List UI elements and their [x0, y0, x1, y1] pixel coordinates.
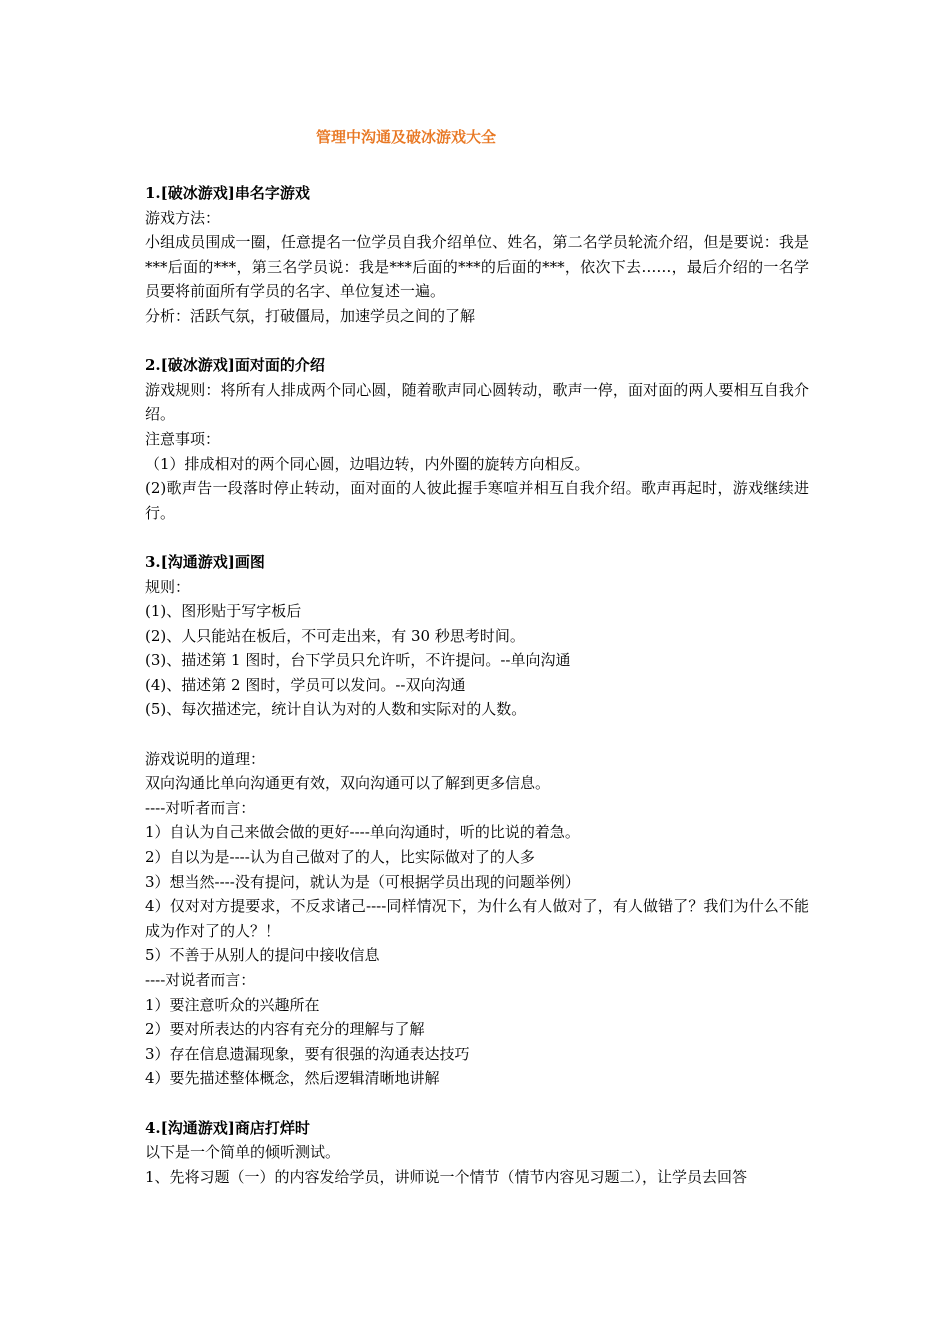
paragraph: ----对说者而言： — [145, 971, 256, 989]
paragraph: 4）仅对对方提要求，不反求诸己----同样情况下，为什么有人做对了，有人做错了？我们为什么不能成为作对了的人？！ — [145, 897, 809, 940]
paragraph: ----对听者而言： — [145, 798, 256, 817]
paragraph: 1、先将习题（一）的内容发给学员，讲师说一个情节（情节内容见习题二），让学员去回答 — [145, 1167, 748, 1186]
paragraph: 游戏方法： — [145, 208, 221, 227]
paragraph: （1）排成相对的两个同心圆，边唱边转，内外圈的旋转方向相反。 — [145, 454, 590, 473]
paragraph: 小组成员围成一圈，任意提名一位学员自我介绍单位、姓名，第二名学员轮流介绍，但是要说：我是***后面的***，第三名学员说：我是***后面的***的后面的***，依次下去……，最后介绍的一名学员要将前面所有学员的名字、单位复述一遍。 — [145, 233, 809, 301]
paragraph: 1）自认为自己来做会做的更好----单向沟通时，听的比说的着急。 — [145, 823, 580, 842]
blank-line — [145, 722, 809, 747]
blank-line — [145, 525, 809, 550]
paragraph: (5)、每次描述完，统计自认为对的人数和实际对的人数。 — [145, 700, 527, 719]
blank-line — [145, 1091, 809, 1116]
paragraph: 3）存在信息遗漏现象，要有很强的沟通表达技巧 — [145, 1044, 470, 1063]
section-heading: 2.[破冰游戏]面对面的介绍 — [145, 356, 325, 375]
paragraph: (1)、图形贴于写字板后 — [145, 602, 302, 621]
paragraph: (2)歌声告一段落时停止转动，面对面的人彼此握手寒喧并相互自我介绍。歌声再起时，游戏继续进行。 — [145, 479, 809, 522]
section-heading: 3.[沟通游戏]画图 — [145, 552, 265, 571]
section-heading: 1.[破冰游戏]串名字游戏 — [145, 184, 310, 202]
paragraph: 游戏规则：将所有人排成两个同心圆，随着歌声同心圆转动，歌声一停，面对面的两人要相互自我介绍。 — [145, 380, 809, 424]
paragraph: 3）想当然----没有提问，就认为是（可根据学员出现的问题举例） — [145, 872, 580, 891]
paragraph: 双向沟通比单向沟通更有效，双向沟通可以了解到更多信息。 — [145, 774, 551, 793]
paragraph: 4）要先描述整体概念，然后逻辑清晰地讲解 — [145, 1069, 440, 1088]
document-body — [145, 181, 809, 1189]
document-title: 管理中沟通及破冰游戏大全 — [315, 128, 496, 146]
paragraph: 规则： — [145, 577, 191, 596]
paragraph: 注意事项： — [145, 429, 221, 448]
paragraph: 游戏说明的道理： — [145, 749, 266, 768]
paragraph: 2）要对所表达的内容有充分的理解与了解 — [145, 1020, 425, 1039]
blank-line — [145, 329, 809, 354]
paragraph: 5）不善于从别人的提问中接收信息 — [145, 946, 380, 965]
section-heading: 4.[沟通游戏]商店打烊时 — [145, 1118, 310, 1137]
paragraph: (2)、人只能站在板后，不可走出来，有 30 秒思考时间。 — [145, 626, 525, 645]
paragraph: 以下是一个简单的倾听测试。 — [145, 1143, 341, 1162]
paragraph: 1）要注意听众的兴趣所在 — [145, 995, 320, 1014]
paragraph: (4)、描述第 2 图时，学员可以发问。--双向沟通 — [145, 675, 466, 694]
paragraph: 分析：活跃气氛，打破僵局，加速学员之间的了解 — [145, 306, 476, 325]
paragraph: 2）自以为是----认为自己做对了的人，比实际做对了的人多 — [145, 848, 535, 867]
paragraph: (3)、描述第 1 图时，台下学员只允许听，不许提问。--单向沟通 — [145, 651, 571, 670]
